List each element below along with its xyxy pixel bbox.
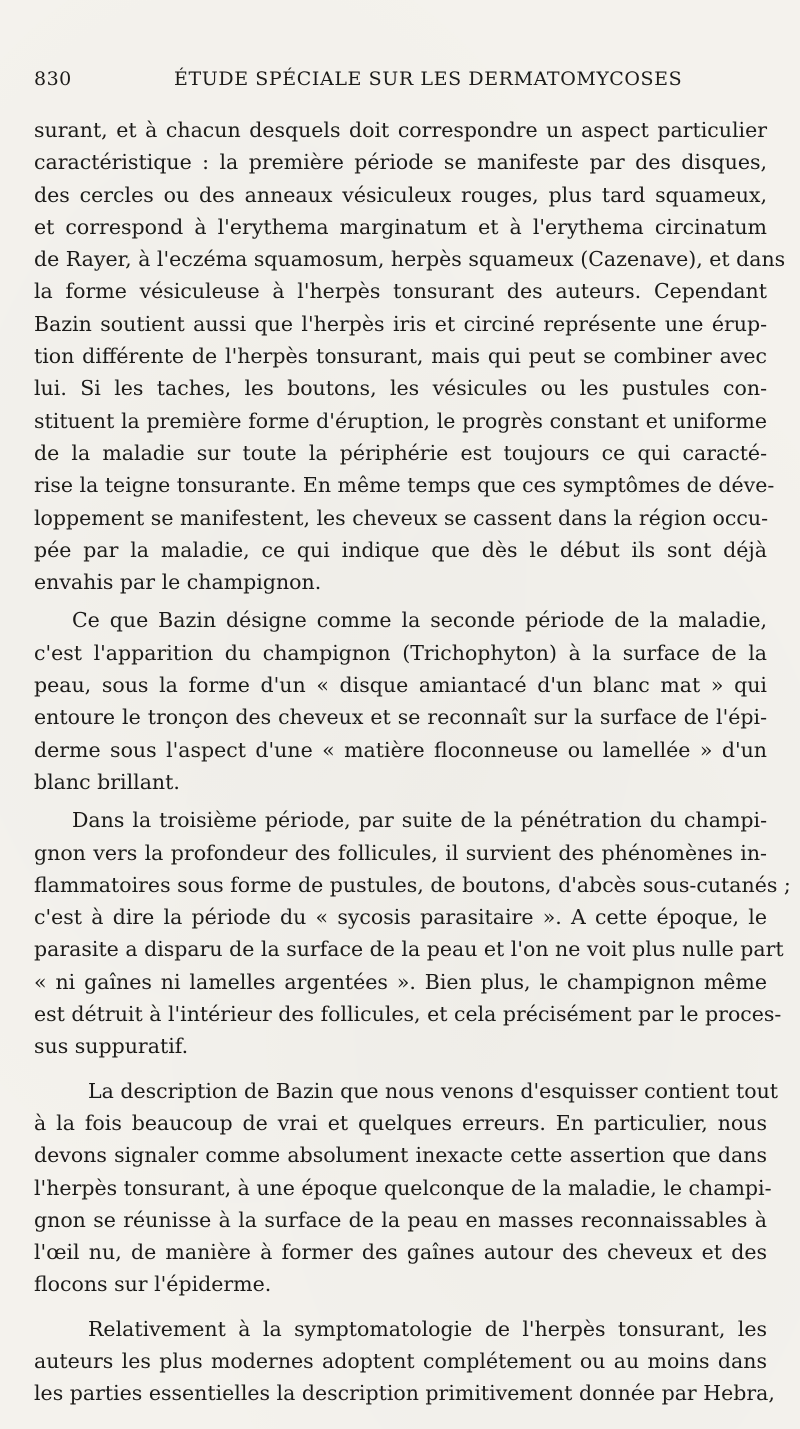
text-line: Relativement à la symptomatologie de l'herpès tonsurant, les (88, 1316, 767, 1341)
text-line: les parties essentielles la description primitivement donnée par Hebra, (34, 1381, 775, 1406)
text-line: Ce que Bazin désigne comme la seconde période de la maladie, (72, 608, 767, 633)
text-line: entoure le tronçon des cheveux et se reconnaît sur la surface de l'épi- (34, 705, 767, 730)
text-line: est détruit à l'intérieur des follicules, et cela précisément par le proces- (34, 1002, 782, 1027)
text-line: parasite a disparu de la surface de la peau et l'on ne voit plus nulle part (34, 937, 784, 962)
text-line: devons signaler comme absolument inexacte cette assertion que dans (34, 1143, 767, 1168)
text-line: Dans la troisième période, par suite de la pénétration du champi- (72, 808, 767, 833)
text-line: gnon se réunisse à la surface de la peau en masses reconnaissables à (34, 1207, 767, 1232)
text-line: rise la teigne tonsurante. En même temps que ces symptômes de déve- (34, 473, 775, 498)
text-line: lui. Si les taches, les boutons, les vésicules ou les pustules con- (34, 376, 767, 401)
paragraph-4 (34, 1075, 779, 1301)
text-line: auteurs les plus modernes adoptent complétement ou au moins dans (34, 1348, 767, 1373)
text-line: c'est l'apparition du champignon (Trichophyton) à la surface de la (34, 640, 767, 665)
paragraph-1 (34, 114, 786, 598)
text-line: gnon vers la profondeur des follicules, il survient des phénomènes in- (34, 840, 767, 865)
text-line: sus suppuratif. (34, 1034, 189, 1059)
text-line: envahis par le champignon. (34, 570, 322, 595)
text-line: La description de Bazin que nous venons d'esquisser contient tout (88, 1078, 779, 1103)
text-line: peau, sous la forme d'un « disque amiantacé d'un blanc mat » qui (34, 673, 767, 698)
text-line: caractéristique : la première période se manifeste par des disques, (34, 150, 767, 175)
text-line: l'œil nu, de manière à former des gaînes autour des cheveux et des (34, 1240, 767, 1265)
text-line: tion différente de l'herpès tonsurant, mais qui peut se combiner avec (34, 344, 767, 369)
text-line: de Rayer, à l'eczéma squamosum, herpès squameux (Cazenave), et dans (34, 247, 786, 272)
page-number: 830 (34, 68, 72, 90)
paragraph-3 (34, 804, 791, 1062)
text-line: des cercles ou des anneaux vésiculeux rouges, plus tard squameux, (34, 182, 767, 207)
text-line: blanc brillant. (34, 769, 180, 794)
text-line: l'herpès tonsurant, à une époque quelconque de la maladie, le champi- (34, 1175, 772, 1200)
text-line: flocons sur l'épiderme. (34, 1272, 272, 1297)
text-line: loppement se manifestent, les cheveux se cassent dans la région occu- (34, 505, 768, 530)
text-line: et correspond à l'erythema marginatum et à l'erythema circinatum (34, 214, 767, 239)
text-line: c'est à dire la période du « sycosis parasitaire ». A cette époque, le (34, 905, 767, 930)
body-text (34, 114, 791, 1410)
text-line: à la fois beaucoup de vrai et quelques erreurs. En particulier, nous (34, 1110, 767, 1135)
text-line: flammatoires sous forme de pustules, de boutons, d'abcès sous-cutanés ; (34, 872, 791, 897)
paragraph-2 (34, 604, 767, 798)
paragraph-5 (34, 1313, 775, 1410)
text-line: derme sous l'aspect d'une « matière floconneuse ou lamellée » d'un (34, 737, 767, 762)
text-line: de la maladie sur toute la périphérie est toujours ce qui caracté- (34, 440, 767, 465)
text-line: la forme vésiculeuse à l'herpès tonsurant des auteurs. Cependant (34, 279, 767, 304)
text-line: pée par la maladie, ce qui indique que dès le début ils sont déjà (34, 537, 767, 562)
running-head: ÉTUDE SPÉCIALE SUR LES DERMATOMYCOSES (174, 68, 683, 90)
text-line: « ni gaînes ni lamelles argentées ». Bien plus, le champignon même (34, 969, 767, 994)
text-line: surant, et à chacun desquels doit correspondre un aspect particulier (34, 118, 767, 142)
text-line: Bazin soutient aussi que l'herpès iris et circiné représente une érup- (34, 311, 767, 336)
text-line: stituent la première forme d'éruption, le progrès constant et uniforme (34, 408, 767, 433)
page-header (34, 68, 764, 98)
